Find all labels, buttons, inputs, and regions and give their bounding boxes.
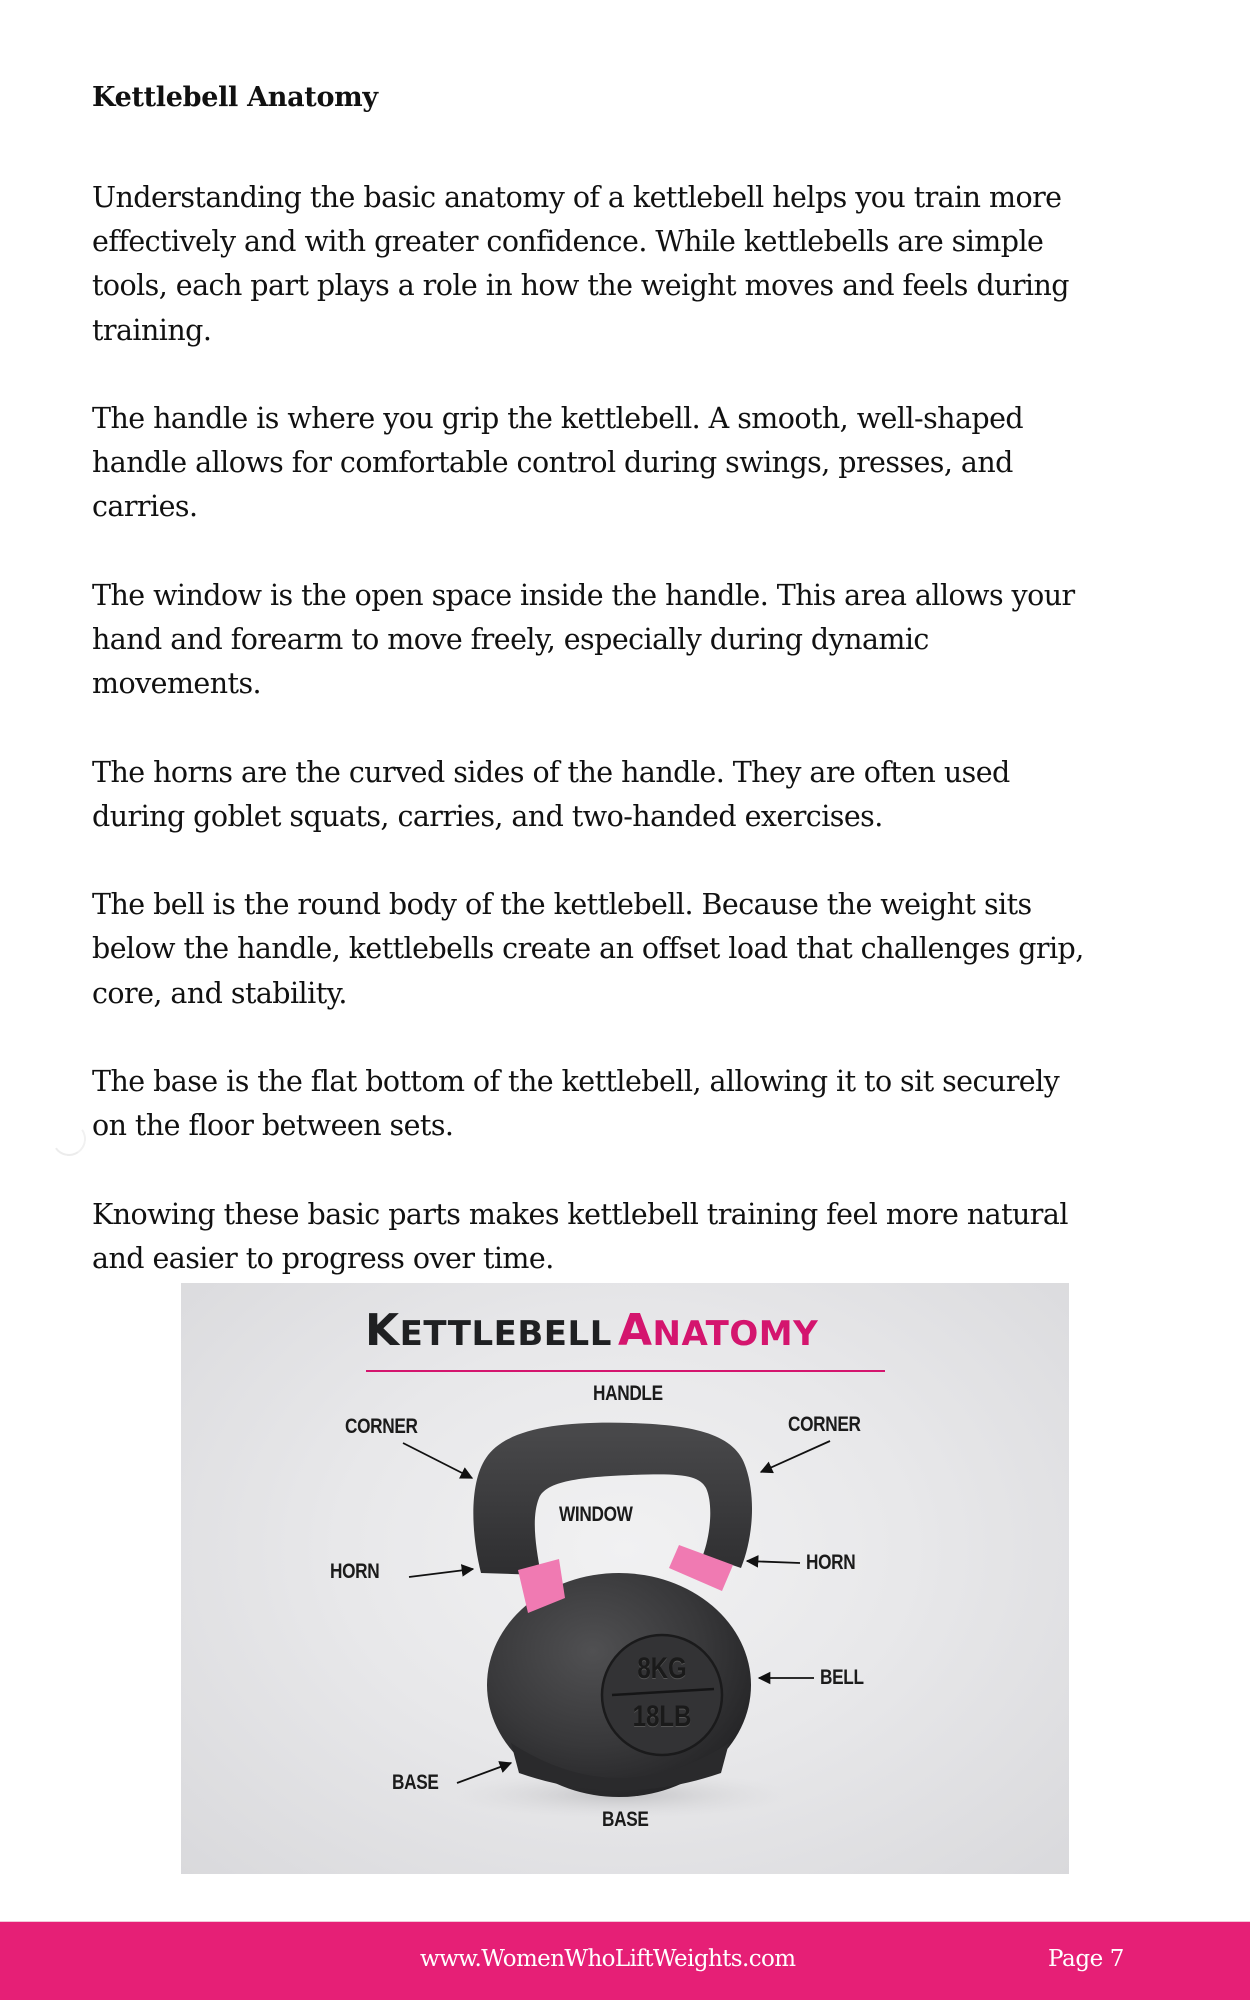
text-line: The handle is where you grip the kettlebell. A smooth, well-shaped xyxy=(92,402,1024,435)
text-line: The bell is the round body of the kettlebell. Because the weight sits xyxy=(92,888,1032,922)
paragraph-bell xyxy=(92,883,1212,1016)
weight-kg-stamp: 8KG xyxy=(637,1652,687,1685)
page-heading: Kettlebell Anatomy xyxy=(92,82,378,113)
paragraph-base xyxy=(92,1060,1212,1148)
weight-lb-stamp: 18LB xyxy=(632,1700,692,1733)
label-corner-right: CORNER xyxy=(788,1413,861,1436)
page-number: Page 7 xyxy=(1048,1946,1125,1972)
text-line: training. xyxy=(92,313,212,347)
text-line: effectively and with greater confidence. While kettlebells are simple xyxy=(92,225,1044,259)
paragraph-intro xyxy=(92,176,1212,353)
text-line: carries. xyxy=(92,490,198,524)
kettlebell-anatomy-figure xyxy=(181,1283,1069,1874)
text-line: Understanding the basic anatomy of a kettlebell helps you train more xyxy=(92,181,1062,214)
text-line: on the floor between sets. xyxy=(92,1109,454,1143)
text-line: tools, each part plays a role in how the weight moves and feels during xyxy=(92,269,1069,303)
text-line: during goblet squats, carries, and two-handed exercises. xyxy=(92,799,883,833)
paragraph-summary xyxy=(92,1193,1212,1281)
text-line: and easier to progress over time. xyxy=(92,1241,554,1275)
article-body xyxy=(92,176,1212,1325)
text-line: hand and forearm to move freely, especially during dynamic xyxy=(92,623,929,656)
paragraph-handle xyxy=(92,397,1212,530)
label-horn-left: HORN xyxy=(330,1560,380,1583)
text-line: handle allows for comfortable control during swings, presses, and xyxy=(92,446,1013,480)
label-bell: BELL xyxy=(820,1666,864,1689)
figure-title-accent-initial: A xyxy=(617,1305,653,1356)
text-line: below the handle, kettlebells create an offset load that challenges grip, xyxy=(92,932,1084,966)
label-base-left: BASE xyxy=(392,1771,439,1794)
text-line: core, and stability. xyxy=(92,976,347,1010)
label-corner-left: CORNER xyxy=(345,1415,418,1438)
label-base-bottom: BASE xyxy=(602,1808,649,1831)
text-line: The window is the open space inside the handle. This area allows your xyxy=(92,578,1075,612)
figure-title-accent-word: NATOMY xyxy=(652,1314,819,1354)
label-window: WINDOW xyxy=(559,1503,633,1526)
figure-title-initial: K xyxy=(365,1305,400,1356)
text-line: Knowing these basic parts makes kettlebell training feel more natural xyxy=(92,1197,1068,1231)
paragraph-horns xyxy=(92,751,1212,839)
figure-title-underline xyxy=(366,1370,885,1372)
text-line: The horns are the curved sides of the handle. They are often used xyxy=(92,755,1010,789)
figure-title-word: ETTLEBELL xyxy=(399,1314,612,1354)
text-line: The base is the flat bottom of the kettlebell, allowing it to sit securely xyxy=(92,1064,1060,1098)
text-line: movements. xyxy=(92,667,262,701)
label-horn-right: HORN xyxy=(806,1551,856,1574)
page-footer xyxy=(0,1921,1250,2000)
decorative-arc-icon xyxy=(49,1119,88,1158)
footer-website-link[interactable]: www.WomenWhoLiftWeights.com xyxy=(420,1946,796,1972)
figure-title xyxy=(365,1307,818,1364)
paragraph-window xyxy=(92,574,1212,707)
label-handle: HANDLE xyxy=(593,1382,663,1405)
